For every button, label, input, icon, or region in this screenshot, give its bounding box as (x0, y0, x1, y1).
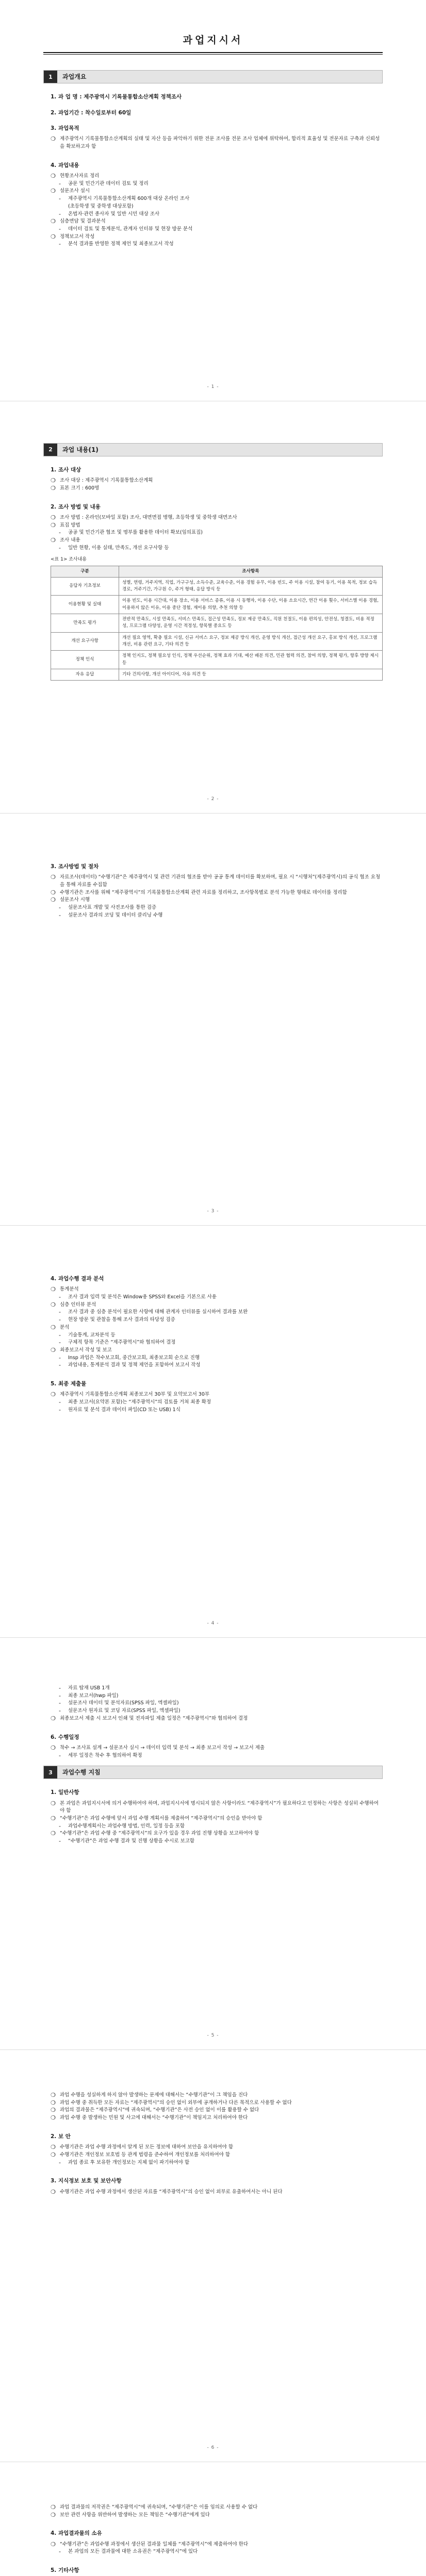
dash-bullet-icon: - (59, 2548, 61, 2555)
page-separator (0, 1225, 426, 1226)
page-separator (0, 2049, 426, 2050)
list-item-text: “수행기관”은 과업 수행에 앞서 과업 수행 계획서를 제출하여 “제주광역시”의 승인을 받아야 함 (60, 1816, 263, 1821)
list-item-text: 공공 및 민간기관 협조 및 명부를 활용한 데이터 확보(임의표집) (68, 530, 203, 536)
dash-bullet-icon: - (59, 1339, 61, 1346)
dash-bullet-icon: - (59, 1293, 61, 1300)
list-item-text: 통계분석 (60, 1286, 79, 1293)
page-7 (0, 2473, 426, 2576)
list-item (43, 180, 383, 188)
list-item (43, 2099, 383, 2107)
list-item-text: 본 과업은 과업지시서에 의거 수행하여야 하며, 과업지시서에 명시되지 않은 사항이라도 “제주광역시”가 필요하다고 인정하는 사항은 성실히 수행하여야 함 (60, 1800, 379, 1814)
list-item (43, 2159, 383, 2167)
circle-bullet-icon: ❍ (51, 1744, 56, 1751)
circle-bullet-icon: ❍ (51, 2107, 56, 2114)
circle-bullet-icon: ❍ (51, 896, 56, 904)
list-item (43, 2504, 383, 2512)
circle-bullet-icon: ❍ (51, 2099, 56, 2106)
page-number: - 2 - (207, 796, 219, 802)
dash-bullet-icon: - (59, 1362, 61, 1369)
list-item (43, 211, 383, 218)
dash-bullet-icon: - (59, 544, 61, 551)
list-item (43, 1294, 383, 1301)
list-item (43, 195, 383, 203)
circle-bullet-icon: ❍ (51, 1347, 56, 1354)
list-item (43, 1700, 383, 1707)
circle-bullet-icon: ❍ (51, 1715, 56, 1722)
list-item-text: 데이터 검토 및 통계분석, 관계자 인터뷰 및 현장 방문 분석 (68, 226, 193, 232)
circle-bullet-icon: ❍ (51, 2511, 56, 2518)
deliverable-note: ❍ 최종보고서 제출 시 보고서 인쇄 및 전자파일 제출 일정은 “제주광역시”와 협의하여 결정 (51, 1715, 248, 1722)
circle-bullet-icon: ❍ (51, 1800, 56, 1807)
section-number: 3 (44, 1766, 57, 1778)
target-item: ❍ 표본 크기 : 600명 (51, 484, 100, 492)
table-cell-category: 응답자 기초정보 (51, 577, 119, 596)
circle-bullet-icon: ❍ (51, 477, 56, 484)
list-item (43, 1692, 383, 1700)
list-item-text: 자료 탑재 USB 1개 (68, 1685, 110, 1691)
section-number: 2 (44, 444, 57, 456)
circle-bullet-icon: ❍ (51, 521, 56, 529)
circle-bullet-icon: ❍ (51, 188, 56, 195)
list-item (43, 1823, 383, 1831)
list-item (43, 1800, 383, 1815)
page-number: - 6 - (207, 2445, 219, 2450)
circle-bullet-icon: ❍ (51, 2188, 56, 2195)
list-item (43, 874, 383, 889)
circle-bullet-icon: ❍ (51, 514, 56, 521)
dash-bullet-icon: - (59, 1354, 61, 1361)
section-number: 1 (44, 71, 57, 83)
list-item (43, 1707, 383, 1715)
table-cell-items: 성별, 연령, 거주지역, 직업, 가구구성, 소득수준, 교육수준, 이용 경험 유무, 이용 빈도, 주 이용 시설, 참여 동기, 이용 목적, 정보 습득 경로, 거주기간, 가구원 수, 주거 형태, 응답 방식 등 (119, 577, 383, 596)
circle-bullet-icon: ❍ (51, 1830, 56, 1837)
circle-bullet-icon: ❍ (51, 2504, 56, 2511)
list-item (43, 188, 383, 195)
list-item-text: “수행기관”은 과업수행 과정에서 생산된 결과물 일체를 “제주광역시”에 제출하여야 한다 (60, 2541, 249, 2547)
list-item-text: 심층 인터뷰 분석 (60, 1301, 96, 1308)
table-row (51, 651, 383, 669)
list-item (43, 1752, 383, 1760)
list-item (43, 1685, 383, 1692)
table-caption: <표 1> 조사내용 (51, 556, 87, 562)
list-item-text: (초등학생 및 중학생 대상포함) (68, 203, 134, 209)
list-item (43, 1316, 383, 1324)
page-separator (0, 1637, 426, 1638)
list-item (43, 1301, 383, 1309)
doc-title: 과업지시서 (183, 35, 243, 46)
list-item (43, 203, 383, 211)
list-item-text: 설문조사 데이터 및 분석자료(SPSS 파일, 엑셀파일) (68, 1700, 179, 1706)
circle-bullet-icon: ❍ (51, 874, 56, 881)
list-item-text: 조사 내용 (60, 537, 80, 544)
heading-content: 4. 과업내용 (51, 162, 79, 168)
list-item (43, 1324, 383, 1332)
list-item (43, 912, 383, 920)
list-item-text: 조사 결과 중 심층 분석이 필요한 사항에 대해 관계자 인터뷰를 실시하여 결과를 보완 (68, 1309, 248, 1315)
list-item-text: 정책보고서 작성 (60, 233, 95, 240)
circle-bullet-icon: ❍ (51, 1324, 56, 1331)
content-list (43, 173, 383, 248)
list-item-text: 구체적 항목 기준은 “제주광역시”와 협의하여 결정 (68, 1340, 176, 1346)
list-item-text: 과업 수행 중 발생하는 민원 및 사고에 대해서는 “수행기관”이 책임지고 처리하여야 한다 (60, 2115, 248, 2121)
circle-bullet-icon: ❍ (51, 1301, 56, 1308)
dash-bullet-icon: - (59, 180, 61, 187)
list-item-text: 과업 수행 중 취득한 모든 자료는 “제주광역시”의 승인 없이 외부에 공개하거나 다른 목적으로 사용할 수 없다 (60, 2099, 292, 2106)
dash-bullet-icon: - (59, 1685, 61, 1691)
list-item-text: “수행기관”은 과업 수행 결과 및 진행 상황을 수시로 보고함 (68, 1838, 195, 1844)
table-row (51, 596, 383, 614)
table-cell-category: 만족도 평가 (51, 614, 119, 633)
dash-bullet-icon: - (59, 1838, 61, 1845)
table-cell-items: 개선 필요 영역, 확충 필요 시설, 신규 서비스 요구, 정보 제공 방식 개선, 운영 방식 개선, 접근성 개선 요구, 홍보 방식 개선, 프로그램 개선, 비용 관련 요구, 기타 의견 등 (119, 632, 383, 651)
list-item-text: 제주광역시 기록물통합소산계획 600개 대상 온라인 조사 (68, 196, 190, 202)
dash-bullet-icon: - (59, 1752, 61, 1759)
list-item (43, 173, 383, 180)
list-item-text: 과업의 결과물은 “제주광역시”에 귀속되며, “수행기관”은 사전 승인 없이 이를 활용할 수 없다 (60, 2107, 259, 2113)
list-item (43, 2512, 383, 2519)
circle-bullet-icon: ❍ (51, 2114, 56, 2122)
list-item (43, 233, 383, 241)
heading-purpose: 3. 과업목적 (51, 125, 79, 131)
list-item-text: 수행기관은 조사를 위해 “제주광역시”의 기록물통합소산계획 관련 자료를 정리하고, 조사항목별로 분석 가능한 형태로 데이터를 정리함 (60, 889, 347, 895)
table-row (51, 614, 383, 633)
heading-method: 2. 조사 방법 및 내용 (51, 503, 101, 510)
list-item (43, 545, 383, 552)
list-item-text: 온법자·관련 종사자 및 일반 시민 대상 조사 (68, 211, 160, 217)
section-title: 과업개요 (62, 73, 87, 81)
list-item (43, 226, 383, 233)
general-list (43, 1800, 383, 1845)
dash-bullet-icon: - (59, 1331, 61, 1338)
list-item-text: 수행기관은 과업 수행 과정에서 알게 된 모든 정보에 대하여 보안을 유지하여야 함 (60, 2144, 234, 2150)
circle-bullet-icon: ❍ (51, 2144, 56, 2151)
list-item-text: 현황조사자료 정리 (60, 173, 100, 179)
list-item (43, 889, 383, 897)
list-item (43, 522, 383, 530)
page-3 (0, 824, 426, 920)
list-item (43, 904, 383, 912)
list-item (43, 2541, 383, 2549)
list-item (43, 1286, 383, 1294)
list-item (43, 2548, 383, 2556)
list-item-text: 조사 결과 입력 및 분석은 Window용 SPSS와 Excel을 기본으로 사용 (68, 1294, 217, 1300)
table-cell-items: 이용 빈도, 이용 시간대, 이용 장소, 이용 서비스 종류, 이용 시 동행자, 이용 수단, 이용 소요시간, 연간 이용 횟수, 서비스별 이용 경험, 이용하지 않은 이유, 이용 중단 경험, 재이용 의향, 추천 의향 등 (119, 596, 383, 614)
list-item-text: “수행기관”은 과업 수행 중 “제주광역시”의 요구가 있을 경우 과업 진행 상황을 보고하여야 함 (60, 1831, 259, 1837)
dash-bullet-icon: - (59, 210, 61, 217)
security-list (43, 2144, 383, 2166)
list-item-text: 최종보고서 작성 및 보고 (60, 1347, 112, 1353)
list-item (43, 2151, 383, 2159)
list-item-text: Insp 과업은 착수보고회, 중간보고회, 최종보고회 순으로 진행 (68, 1354, 200, 1361)
dash-bullet-icon: - (59, 1822, 61, 1829)
page-number: - 3 - (207, 1209, 219, 1214)
table-row (51, 577, 383, 596)
circle-bullet-icon: ❍ (51, 135, 56, 143)
table-cell-items: 정책 인지도, 정책 필요성 인식, 정책 우선순위, 정책 효과 기대, 예산 배분 의견, 민관 협력 의견, 참여 의향, 정책 평가, 향후 방향 제시 등 (119, 651, 383, 669)
page-separator (0, 813, 426, 814)
dash-bullet-icon: - (59, 195, 61, 202)
survey-items-table (51, 566, 383, 681)
list-item (43, 529, 383, 537)
list-item-text: 설문조사 시행 (60, 897, 90, 903)
general-list-continued (43, 2092, 383, 2122)
list-item (43, 1744, 383, 1752)
list-item (43, 1362, 383, 1369)
knowledge-list-continued (43, 2504, 383, 2519)
heading-analysis: 4. 과업수행 결과 분석 (51, 1276, 104, 1282)
list-item-text: 현장 방문 및 관찰을 통해 조사 결과의 타당성 검증 (68, 1317, 175, 1323)
purpose-item: ❍ 제주광역시 기록물통합소산계획의 실태 및 자산 등을 파악하기 위한 전문 조사를 전문 조사 업체에 위탁하여, 합리적 효율성 및 전문자료 구축과 신뢰성을 확보하고자 함 (43, 135, 383, 150)
dash-bullet-icon: - (59, 904, 61, 911)
circle-bullet-icon: ❍ (51, 233, 56, 240)
dash-bullet-icon: - (59, 225, 61, 232)
list-item (43, 241, 383, 248)
method-list (43, 514, 383, 552)
list-item (43, 514, 383, 522)
table-cell-category: 자유 응답 (51, 669, 119, 680)
page-2 (0, 412, 426, 681)
dash-bullet-icon: - (59, 1406, 61, 1413)
heading-schedule: 6. 수행일정 (51, 1734, 79, 1740)
doc-title-rule (43, 52, 383, 55)
circle-bullet-icon: ❍ (51, 218, 56, 225)
list-item-text: 분석 (60, 1324, 70, 1330)
heading-security: 2. 보 안 (51, 2133, 71, 2140)
dash-bullet-icon: - (59, 529, 61, 536)
section-title: 과업수행 지침 (62, 1769, 101, 1776)
page-number: - 5 - (207, 2033, 219, 2038)
list-item-text: 기술통계, 교차분석 등 (68, 1332, 116, 1338)
dash-bullet-icon: - (59, 1700, 61, 1707)
list-item-text: 설문조사 결과의 코딩 및 데이터 클리닝 수행 (68, 912, 163, 918)
circle-bullet-icon: ❍ (51, 2540, 56, 2548)
dash-bullet-icon: - (59, 1399, 61, 1406)
list-item-text: 과업 결과물의 저작권은 “제주광역시”에 귀속되며, “수행기관”은 이를 임의로 사용할 수 없다 (60, 2504, 258, 2510)
list-item (43, 1347, 383, 1354)
circle-bullet-icon: ❍ (51, 172, 56, 179)
list-item-text: 설문조사 설시 (60, 188, 90, 194)
heading-ownership: 4. 과업결과물의 소유 (51, 2530, 102, 2537)
table-cell-items: 기타 건의사항, 개선 아이디어, 자유 의견 등 (119, 669, 383, 680)
circle-bullet-icon: ❍ (51, 484, 56, 492)
heading-etc: 5. 기타사항 (51, 2567, 79, 2574)
list-item (43, 1332, 383, 1340)
circle-bullet-icon: ❍ (51, 1815, 56, 1822)
dash-bullet-icon: - (59, 911, 61, 919)
list-item-text: 과업내용, 통계분석 결과 및 정책 제언을 포함하여 보고서 작성 (68, 1362, 201, 1368)
list-item-text: 원자료 및 분석 결과 데이터 파일(CD 또는 USB) 1식 (68, 1406, 181, 1413)
procedure-list (43, 874, 383, 919)
list-item-text: 제주광역시 기록물통합소산계획 최종보고서 30부 및 요약보고서 30부 (60, 1392, 210, 1398)
dash-bullet-icon: - (59, 1692, 61, 1699)
table-row (51, 669, 383, 680)
list-item-text: 최종 보고서(요약본 포함)는 “제주광역시”의 검토를 거쳐 최종 확정 (68, 1399, 211, 1405)
list-item (43, 218, 383, 226)
heading-task-period: 2. 과업기간 : 착수일로부터 60일 (51, 109, 132, 116)
page-number: - 4 - (207, 1621, 219, 1626)
heading-deliverables: 5. 최종 제출물 (51, 1381, 87, 1387)
dash-bullet-icon (59, 203, 65, 211)
knowledge-list (43, 2189, 383, 2196)
heading-target: 1. 조사 대상 (51, 467, 81, 473)
list-item (43, 537, 383, 545)
analysis-list (43, 1286, 383, 1369)
circle-bullet-icon: ❍ (51, 1286, 56, 1293)
list-item (43, 1391, 383, 1399)
section-title: 과업 내용(1) (62, 446, 99, 453)
page-5 (0, 1654, 426, 1845)
list-item-text: 수행기관은 과업 수행 과정에서 생산된 자료를 “제주광역시”의 승인 없이 외부로 유출하여서는 아니 된다 (60, 2189, 283, 2195)
page-4 (0, 1236, 426, 1414)
list-item-text: 최종 보고서(hwp 파일) (68, 1692, 119, 1699)
list-item-text: 공문 및 민간기관 데이터 검토 및 정리 (68, 180, 149, 187)
list-item-text: 일반 현황, 이용 실태, 만족도, 개선 요구사항 등 (68, 545, 169, 551)
table-cell-category: 이용현황 및 실태 (51, 596, 119, 614)
list-item-text: 심층면담 및 결과분석 (60, 218, 106, 225)
heading-procedure: 3. 조사방법 및 절차 (51, 863, 99, 870)
table-header-items: 조사항목 (119, 566, 383, 577)
list-item (43, 1815, 383, 1823)
list-item (43, 2114, 383, 2122)
table-cell-category: 정책 인식 (51, 651, 119, 669)
list-item-text: 과업 종료 후 보유한 개인정보는 지체 없이 파기하여야 함 (68, 2159, 190, 2165)
list-item-text: 설문조사 원자료 및 코딩 자료(SPSS 파일, 엑셀파일) (68, 1708, 181, 1714)
page-6 (0, 2061, 426, 2196)
list-item-text: 설문조사표 개발 및 사전조사를 통한 검증 (68, 905, 157, 911)
list-item (43, 896, 383, 904)
list-item-text: 조사 방법 : 온라인(모바일 포함) 조사, 대면면접 병행, 초등학생 및 중학생 대면조사 (60, 514, 237, 520)
list-item-text: 자료조사(데이터) “수행기관”은 제주광역시 및 관련 기관의 협조를 받아 공공 통계 데이터를 확보하며, 필요 시 “시행처”(제주광역시)의 공식 협조 요청을 통해 자료를 수집함 (60, 874, 381, 888)
dash-bullet-icon: - (59, 1316, 61, 1324)
circle-bullet-icon: ❍ (51, 889, 56, 896)
list-item (43, 1406, 383, 1414)
section-bar-3 (43, 1766, 383, 1779)
circle-bullet-icon: ❍ (51, 537, 56, 544)
list-item-text: 보안 관련 사항을 위반하여 발생하는 모든 책임은 “수행기관”에게 있다 (60, 2512, 210, 2518)
list-item-text: 분석 결과를 반영한 정책 제언 및 최종보고서 작성 (68, 241, 174, 247)
dash-bullet-icon: - (59, 2159, 61, 2166)
heading-knowledge: 3. 지식정보 보호 및 보안사항 (51, 2178, 122, 2184)
table-row (51, 632, 383, 651)
section-bar-1 (43, 70, 383, 83)
circle-bullet-icon: ❍ (51, 1391, 56, 1398)
heading-general: 1. 일반사항 (51, 1789, 79, 1796)
list-item-text: 착수 → 조사표 설계 → 설문조사 실시 → 데이터 입력 및 분석 → 최종 보고서 작성 → 보고서 제출 (60, 1744, 265, 1751)
heading-task-name: 1. 과 업 명 : 제주광역시 기록물통합소산계획 정책조사 (51, 94, 182, 100)
page-number: - 1 - (207, 384, 219, 389)
schedule-list (43, 1744, 383, 1759)
dash-bullet-icon: - (59, 241, 61, 248)
list-item (43, 1309, 383, 1316)
list-item (43, 2144, 383, 2151)
list-item-text: 본 과업의 모든 결과물에 대한 소유권은 “제주광역시”에 있다 (68, 2549, 198, 2555)
section-bar-2 (43, 443, 383, 456)
list-item (43, 1399, 383, 1406)
list-item (43, 2107, 383, 2114)
table-cell-items: 전반적 만족도, 시설 만족도, 서비스 만족도, 접근성 만족도, 정보 제공 만족도, 직원 친절도, 이용 편의성, 안전성, 청결도, 비용 적정성, 프로그램 다양성, 운영 시간 적정성, 항목별 중요도 등 (119, 614, 383, 633)
list-item (43, 1354, 383, 1362)
circle-bullet-icon: ❍ (51, 2151, 56, 2158)
list-item (43, 2189, 383, 2196)
table-header-category: 구분 (51, 566, 119, 577)
deliverables-list (43, 1391, 383, 1414)
list-item (43, 1838, 383, 1845)
dash-bullet-icon: - (59, 1309, 61, 1316)
ownership-list (43, 2541, 383, 2556)
list-item-text: 세부 일정은 착수 후 협의하여 확정 (68, 1752, 142, 1758)
list-item (43, 1339, 383, 1347)
file-list (43, 1685, 383, 1715)
page-1 (0, 0, 426, 248)
list-item-text: 표집 방법 (60, 522, 80, 528)
list-item (43, 2092, 383, 2099)
circle-bullet-icon: ❍ (51, 2092, 56, 2098)
list-item (43, 1830, 383, 1838)
table-cell-category: 개선 요구사항 (51, 632, 119, 651)
list-item-text: 수행기관은 개인정보 보호법 등 관계 법령을 준수하여 개인정보를 처리하여야 함 (60, 2151, 231, 2158)
list-item-text: 과업수행계획서는 과업수행 방법, 인력, 일정 등을 포함 (68, 1823, 185, 1829)
target-item: ❍ 조사 대상 : 제주광역시 기록물통합소산계획 (51, 477, 153, 484)
list-item-text: 과업 수행을 성실하게 하지 않아 발생하는 문제에 대해서는 “수행기관”이 그 책임을 진다 (60, 2092, 248, 2098)
dash-bullet-icon: - (59, 1707, 61, 1715)
